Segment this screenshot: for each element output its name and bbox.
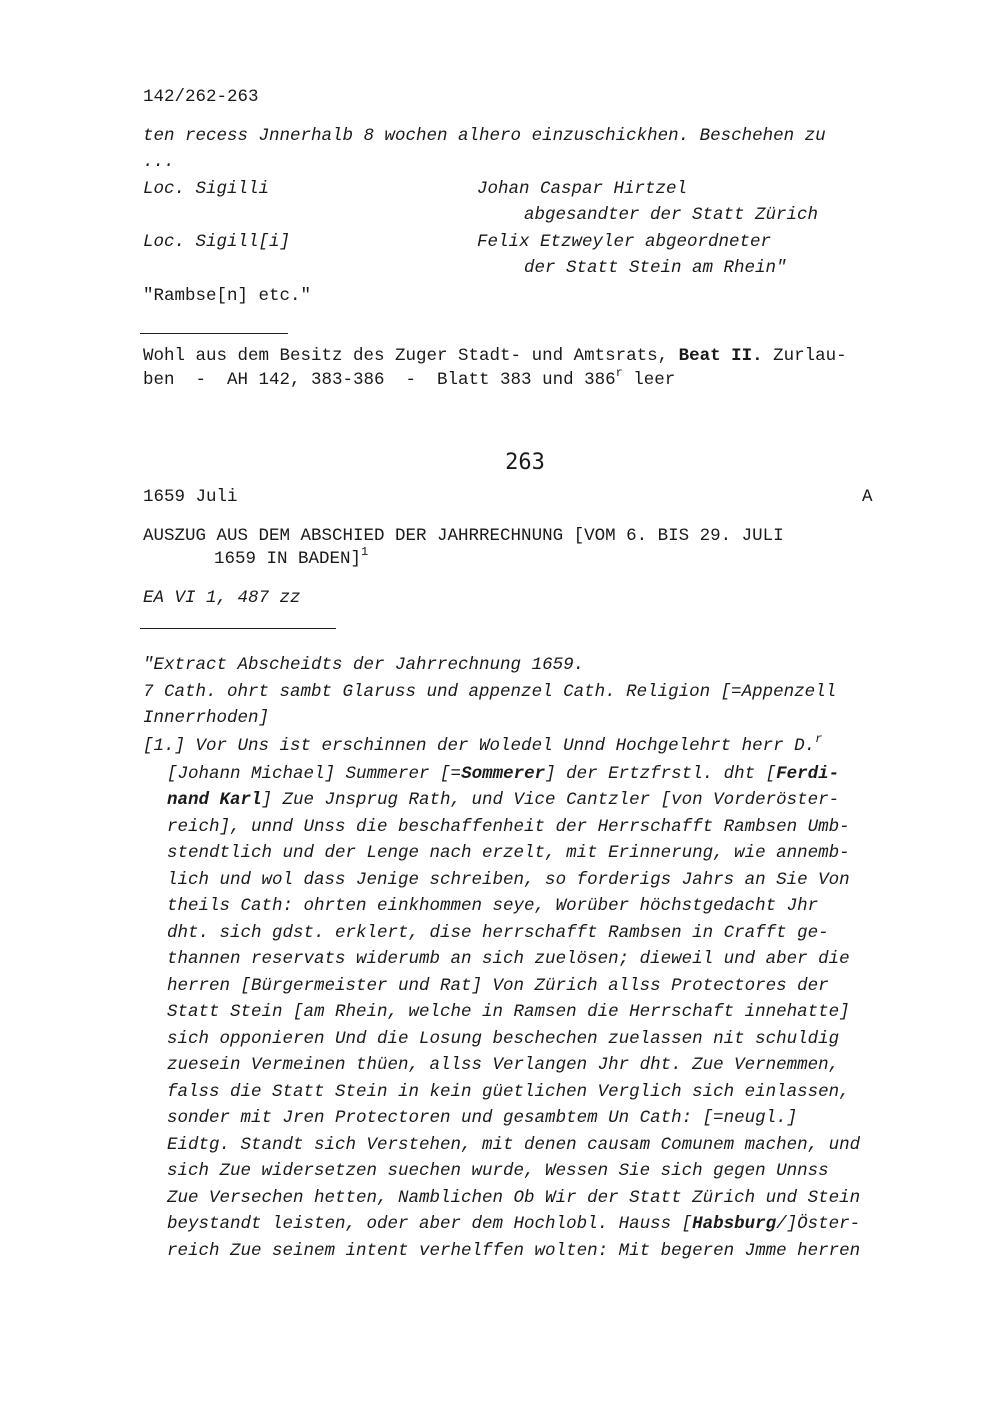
text-line: sich opponieren Und die Losung beschechen zuelassen nit schuldig — [167, 1029, 840, 1049]
text-line: sonder mit Jren Protectoren und gesambtem Un Cath: [=neugl.] — [167, 1108, 798, 1128]
seal-mark-2: Loc. Sigill[i] — [143, 232, 291, 252]
text-line: sich Zue widersetzen suechen wurde, Wessen Sie sich gegen Unnss — [167, 1161, 829, 1181]
entry-title-line-1: AUSZUG AUS DEM ABSCHIED DER JAHRRECHNUNG [VOM 6. BIS 29. JULI — [143, 526, 784, 546]
text-line: Eidtg. Standt sich Verstehen, mit denen causam Comunem machen, und — [167, 1135, 861, 1155]
provenance-note-line-2: ben - AH 142, 383-386 - Blatt 383 und 386$^r$ leer — [143, 366, 676, 390]
text-line: "Extract Abscheidts der Jahrrechnung 1659. — [143, 655, 585, 675]
entry-letter: A — [862, 487, 873, 507]
entry-title-line-2: 1659 IN BADEN]$^1$ — [214, 545, 369, 569]
text-line: herren [Bürgermeister und Rat] Von Zürich allss Protectores der — [167, 976, 829, 996]
source-divider — [140, 628, 336, 629]
text-line: 7 Cath. ohrt sambt Glaruss und appenzel Cath. Religion [=Appenzell — [143, 682, 837, 702]
text-line: falss die Statt Stein in kein güetlichen Verglich sich einlassen, — [167, 1082, 850, 1102]
text-line: lich und wol dass Jenige schreiben, so forderigs Jahrs an Sie Von — [167, 870, 850, 890]
signer-1-name: Johan Caspar Hirtzel — [477, 179, 688, 199]
signer-2-name: Felix Etzweyler abgeordneter — [477, 232, 772, 252]
page-reference: 142/262-263 — [143, 87, 259, 107]
text-line: Statt Stein [am Rhein, welche in Ramsen die Herrschaft innehatte] — [167, 1002, 850, 1022]
seal-mark-1: Loc. Sigilli — [143, 179, 270, 199]
text-line: [1.] Vor Uns ist erschinnen der Woledel Unnd Hochgelehrt herr D.$^r$ — [143, 732, 823, 756]
text-line: thannen reservats widerumb an sich zuelösen; dieweil und aber die — [167, 949, 850, 969]
text-line: reich], unnd Unss die beschaffenheit der Herrschafft Rambsen Umb- — [167, 817, 850, 837]
provenance-note-line-1: Wohl aus dem Besitz des Zuger Stadt- und Amtsrats, Beat II. Zurlau- — [143, 346, 847, 366]
text-line: theils Cath: ohrten einkhommen seye, Worüber höchstgedacht Jhr — [167, 896, 819, 916]
footnote-divider — [140, 333, 288, 334]
signer-1-role: abgesandter der Statt Zürich — [524, 205, 819, 225]
text-line: reich Zue seinem intent verhelffen wolten: Mit begeren Jmme herren — [167, 1241, 861, 1261]
prev-doc-ellipsis: ... — [143, 152, 175, 172]
text-line: Zue Versechen hetten, Namblichen Ob Wir der Statt Zürich und Stein — [167, 1188, 861, 1208]
text-line: nand Karl] Zue Jnsprug Rath, und Vice Cantzler [von Vorderöster- — [167, 790, 840, 810]
text-line: dht. sich gdst. erklert, dise herrschafft Rambsen in Crafft ge- — [167, 923, 829, 943]
entry-date: 1659 Juli — [143, 487, 238, 507]
text-line: beystandt leisten, oder aber dem Hochlobl. Hauss [Habsburg/]Öster- — [167, 1214, 861, 1234]
prev-doc-closing: "Rambse[n] etc." — [143, 286, 312, 306]
text-line: Innerrhoden] — [143, 708, 270, 728]
text-line: zuesein Vermeinen thüen, allss Verlangen Jhr dht. Zue Vernemmen, — [167, 1055, 840, 1075]
text-line: stendtlich und der Lenge nach erzelt, mit Erinnerung, wie annemb- — [167, 843, 850, 863]
entry-number: 263 — [505, 450, 545, 475]
signer-2-role: der Statt Stein am Rhein" — [524, 258, 787, 278]
text-line: [Johann Michael] Summerer [=Sommerer] der Ertzfrstl. dht [Ferdi- — [167, 764, 840, 784]
prev-doc-line: ten recess Jnnerhalb 8 wochen alhero einzuschickhen. Beschehen zu — [143, 126, 826, 146]
entry-source: EA VI 1, 487 zz — [143, 588, 301, 608]
